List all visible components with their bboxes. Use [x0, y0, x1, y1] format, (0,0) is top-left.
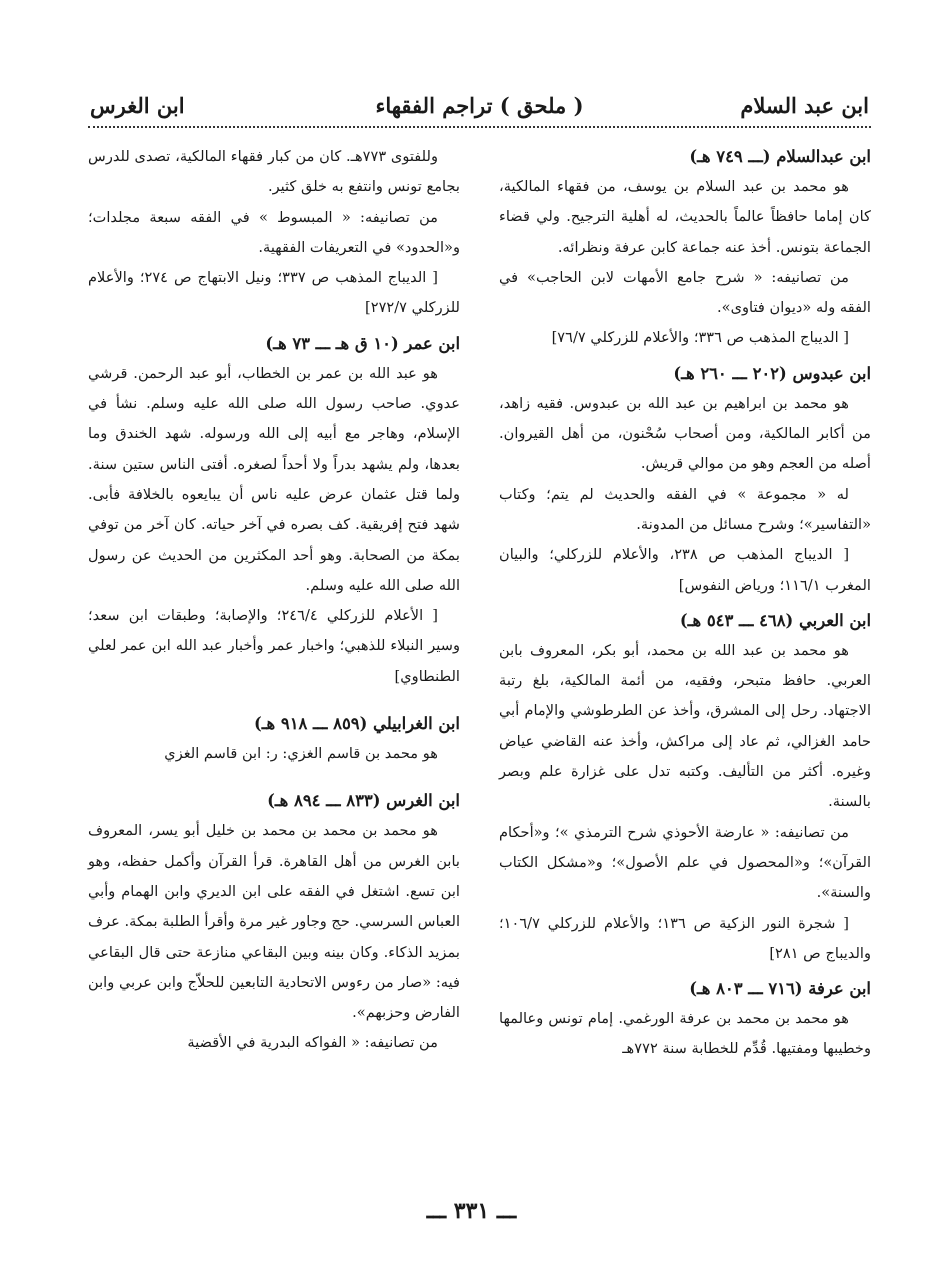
entry-paragraph: من تصانيفه: « المبسوط » في الفقه سبعة مجلدات؛ و«الحدود» في التعريفات الفقهية.: [88, 208, 460, 256]
entry: [88, 142, 460, 324]
entry-references: [ الديباج المذهب ص ٣٣٦؛ والأعلام للزركلي ٧٦/٧]: [551, 329, 849, 347]
entry: [88, 709, 460, 769]
entry-paragraph: هو محمد بن ابراهيم بن عبد الله بن عبدوس. فقيه زاهد، من أكابر المالكية، ومن أصحاب سُحْنون، من أهل القيروان. أصله من العجم وهو من موالي قريش.: [499, 394, 871, 473]
entry-title: ابن عرفة (٧١٦ ـــ ٨٠٣ هـ): [689, 979, 871, 999]
entry-title: ابن عبدوس (٢٠٢ ـــ ٢٦٠ هـ): [673, 363, 871, 383]
entry: [499, 606, 871, 969]
entry-references: [ الديباج المذهب ص ٢٣٨، والأعلام للزركلي؛ والبيان المغرب ١١٦/١؛ ورياض النفوس]: [499, 546, 871, 594]
entry-paragraph: وللفتوى ٧٧٣هـ. كان من كبار فقهاء المالكية، تصدى للدرس بجامع تونس وانتفع به خلق كثير.: [88, 148, 460, 196]
entry-paragraph: هو محمد بن عبد الله بن محمد، أبو بكر، المعروف بابن العربي. حافظ متبحر، وفقيه، من أئمة المالكية، بلغ رتبة الاجتهاد. رحل إلى المشرق، وأخذ عن الطرطوشي والإمام أبي حامد الغزالي، ثم عاد إلى مراكش، وأخذ عنه القاضي عياض وغيره. أكثر من التأليف. وكتبه تدل على غزارة علم وبصر بالسنة.: [499, 641, 871, 811]
entry-paragraph: هو محمد بن محمد بن محمد بن خليل أبو يسر، المعروف بابن الغرس من أهل القاهرة. قرأ القرآن وأكمل حفظه، وهو ابن تسع. اشتغل في الفقه على ابن الديري وابن الهمام وأبي العباس السرسي. حج وجاور غير مرة وأقرأ الطلبة بمكة. عرف بمزيد الذكاء. وكان بينه وبين البقاعي منازعة حتى قال البقاعي فيه: «صار من رءوس الاتحادية التابعين للحلاّج وابن عربي وابن الفارض وحزبهم».: [88, 822, 460, 1022]
entry-title: ابن عبدالسلام (ـــ ٧٤٩ هـ): [689, 147, 871, 166]
entry-paragraph: من تصانيفه: « شرح جامع الأمهات لابن الحاجب» في الفقه وله «ديوان فتاوى».: [499, 268, 871, 317]
page-number: ـــ ٣٣١ ـــ: [426, 1198, 517, 1224]
header-left-title: ابن الغرس: [90, 92, 185, 118]
right-column: [499, 142, 871, 1070]
entry-paragraph: له « مجموعة » في الفقه والحديث لم يتم؛ وكتاب «التفاسير»؛ وشرح مسائل من المدونة.: [499, 485, 871, 533]
entry-paragraph: من تصانيفه: « عارضة الأحوذي شرح الترمذي »؛ و«أحكام القرآن»؛ و«المحصول في علم الأصول»؛ و«مشكل الكتاب والسنة».: [499, 823, 871, 902]
header-right-title: ابن عبد السلام: [740, 92, 869, 118]
entry-title: ابن الغرابيلي (٨٥٩ ـــ ٩١٨ هـ): [253, 714, 460, 734]
entry: [499, 974, 871, 1065]
entry-references: [ شجرة النور الزكية ص ١٣٦؛ والأعلام للزركلي ١٠٦/٧؛ والديباج ص ٢٨١]: [499, 914, 871, 962]
entry-spacer: [88, 774, 460, 786]
entry: [88, 786, 460, 1058]
entry-references: [ الديباج المذهب ص ٣٣٧؛ ونيل الابتهاج ص ٢٧٤؛ والأعلام للزركلي ٢٧٢/٧]: [88, 269, 460, 317]
entry-paragraph: هو محمد بن عبد السلام بن يوسف، من فقهاء المالكية، كان إماما حافظاً عالماً بالحديث، له أهلية الترجيح. ولي قضاء الجماعة بتونس. أخذ عنه جماعة كابن عرفة ونظرائه.: [499, 178, 871, 256]
entry: [88, 329, 460, 692]
entry-spacer: [88, 697, 460, 709]
left-column: [88, 142, 460, 1070]
entry-paragraph: من تصانيفه: « الفواكه البدرية في الأقضية: [187, 1034, 438, 1052]
entry-references: [ الأعلام للزركلي ٢٤٦/٤؛ والإصابة؛ وطبقات ابن سعد؛ وسير النبلاء للذهبي؛ واخبار عمر وأخبار عبد الله ابن عمر لعلي الطنطاوي]: [88, 607, 460, 685]
entry-title: ابن الغرس (٨٣٣ ـــ ٨٩٤ هـ): [267, 791, 460, 811]
running-header: [88, 78, 871, 122]
entry-paragraph: هو عبد الله بن عمر بن الخطاب، أبو عبد الرحمن. قرشي عدوي. صاحب رسول الله صلى الله عليه وسلم. نشأ في الإسلام، وهاجر مع أبيه إلى الله ورسوله. شهد الخندق وما بعدها، ولم يشهد بدراً ولا أحداً لصغره. أفتى الناس ستين سنة. ولما قتل عثمان عرض عليه ناس أن يبايعوه بالخلافة فأبى. شهد فتح إفريقية. كف بصره في آخر حياته. كان آخر من توفي بمكة من الصحابة. وهو أحد المكثرين من الحديث عن رسول الله صلى الله عليه وسلم.: [88, 364, 460, 594]
entry: [499, 142, 871, 354]
entry-paragraph: هو محمد بن محمد بن عرفة الورغمي. إمام تونس وعالمها وخطيبها ومفتيها. قُدِّم للخطابة سنة ٧٧٢هـ: [499, 1010, 871, 1058]
text-columns: [88, 142, 871, 1070]
entry-title: ابن عمر (١٠ ق هـ ـــ ٧٣ هـ): [265, 333, 460, 353]
header-divider: [88, 126, 871, 128]
entry: [499, 359, 871, 601]
header-center-title: ( ملحق ) تراجم الفقهاء: [375, 92, 584, 118]
entry-title: ابن العربي (٤٦٨ ـــ ٥٤٣ هـ): [679, 610, 871, 630]
entry-paragraph: هو محمد بن قاسم الغزي: ر: ابن قاسم الغزي: [164, 745, 438, 763]
